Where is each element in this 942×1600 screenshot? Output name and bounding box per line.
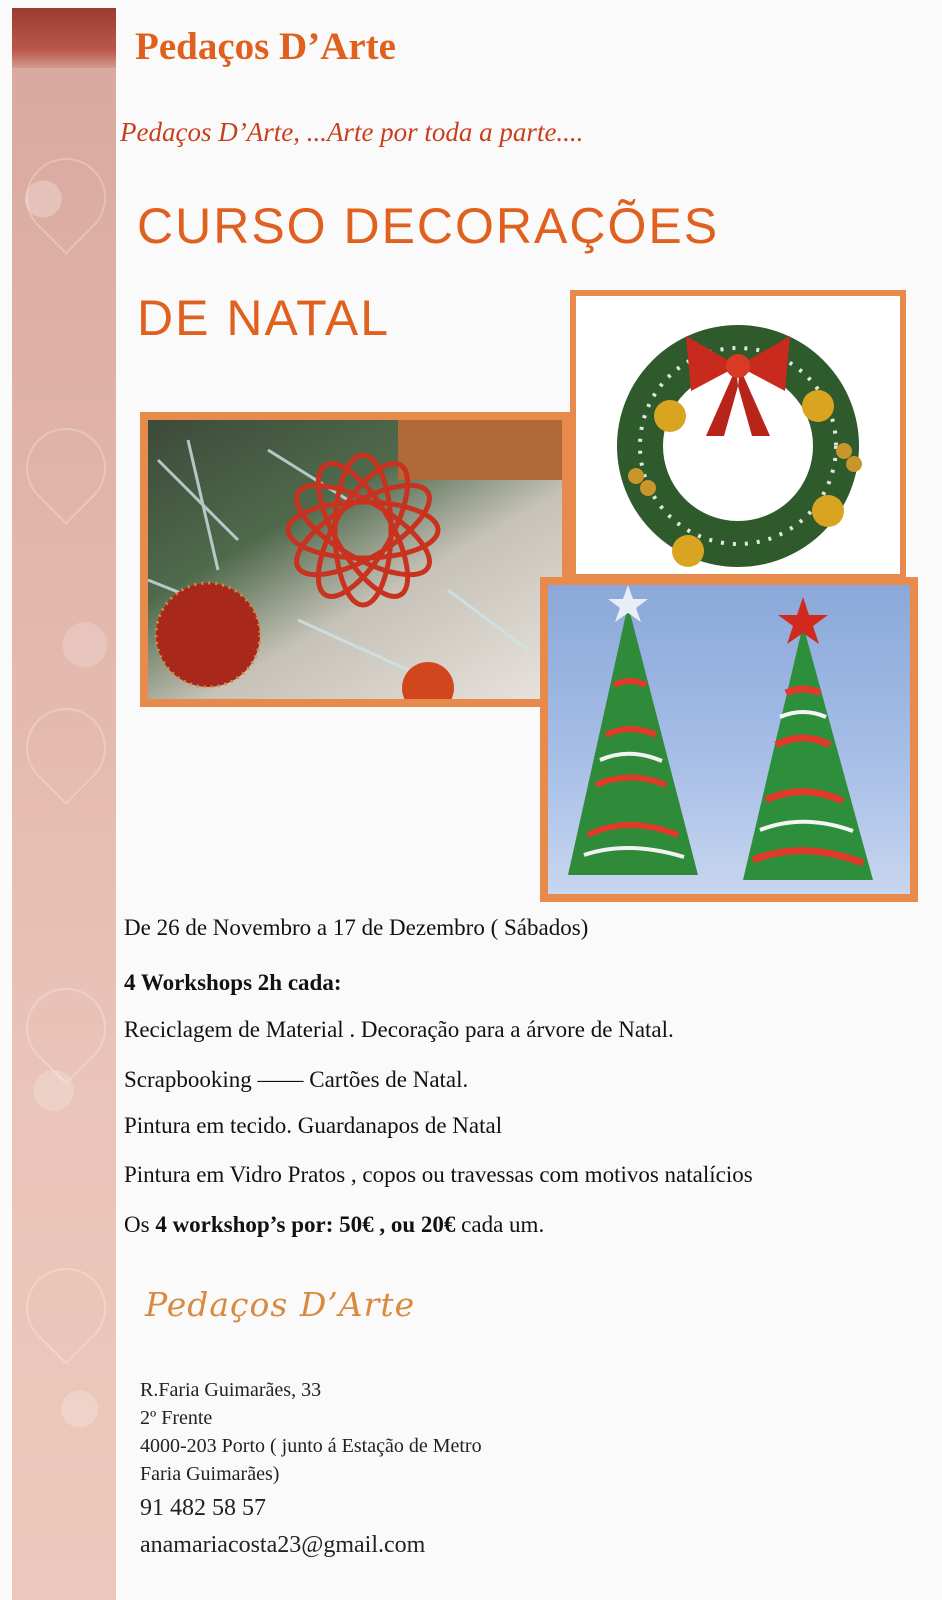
- address-line: 4000-203 Porto ( junto á Estação de Metro: [140, 1435, 482, 1457]
- address-line: Faria Guimarães): [140, 1463, 280, 1485]
- address-line: R.Faria Guimarães, 33: [140, 1379, 322, 1401]
- workshop-item: Scrapbooking —— Cartões de Natal.: [124, 1067, 469, 1092]
- phone-number[interactable]: 91 482 58 57: [140, 1495, 266, 1521]
- email-link[interactable]: anamariacosta23@gmail.com: [140, 1532, 426, 1558]
- floral-ornament-icon: [9, 971, 122, 1084]
- price-bold: 4 workshop’s por: 50€ , ou 20€: [155, 1212, 456, 1237]
- ribbon-trees-photo: [540, 577, 918, 902]
- sidebar-top-band: [12, 8, 116, 68]
- price-prefix: Os: [124, 1212, 156, 1237]
- brand-signature: Pedaços D’Arte: [145, 1285, 416, 1324]
- workshop-item: Reciclagem de Material . Decoração para a árvore de Natal.: [124, 1017, 674, 1042]
- workshops-heading: 4 Workshops 2h cada:: [124, 970, 342, 995]
- floral-ornament-icon: [9, 411, 122, 524]
- workshop-item: Pintura em Vidro Pratos , copos ou travessas com motivos natalícios: [124, 1162, 753, 1187]
- decorative-sidebar: [12, 8, 116, 1600]
- course-title-line1: CURSO DECORAÇÕES: [137, 198, 720, 254]
- address-line: 2º Frente: [140, 1407, 213, 1429]
- floral-ornament-icon: [9, 691, 122, 804]
- floral-ornament-icon: [9, 1251, 122, 1364]
- price-line: [124, 1212, 544, 1238]
- tagline: Pedaços D’Arte, ...Arte por toda a parte....: [120, 117, 584, 147]
- price-suffix: cada um.: [455, 1212, 545, 1237]
- course-dates: De 26 de Novembro a 17 de Dezembro ( Sábados): [124, 915, 589, 940]
- brand-title: Pedaços D’Arte: [135, 25, 396, 68]
- wreath-photo: [570, 290, 906, 580]
- address-block: [140, 1376, 482, 1488]
- floral-ornament-icon: [9, 141, 122, 254]
- workshop-item: Pintura em tecido. Guardanapos de Natal: [124, 1113, 503, 1138]
- course-title-line2: DE NATAL: [137, 290, 391, 346]
- paper-ornament-photo: [140, 412, 570, 707]
